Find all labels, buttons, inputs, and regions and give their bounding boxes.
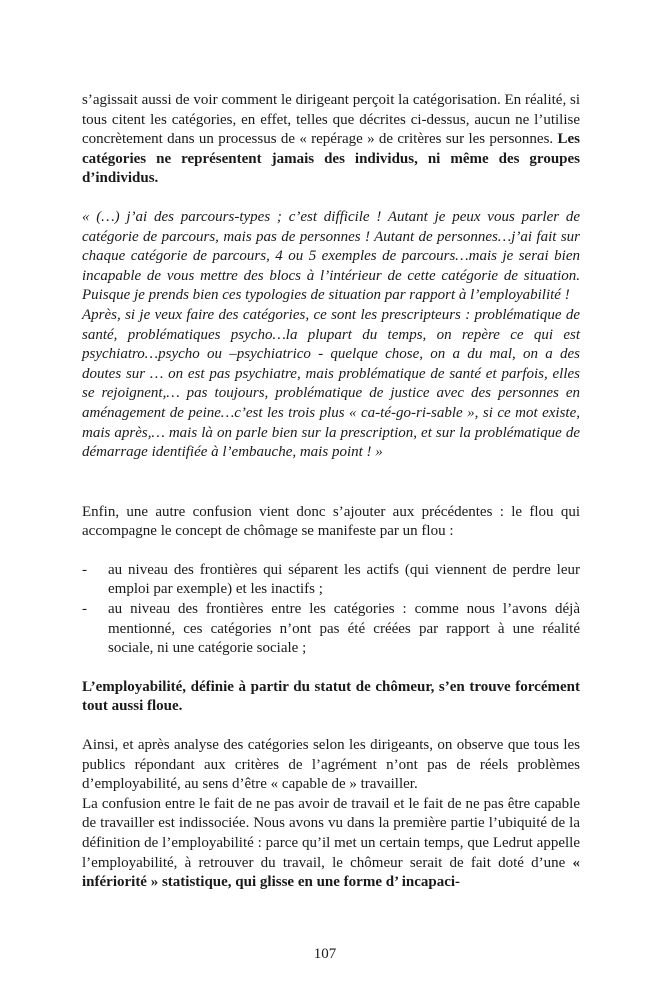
interview-quote-part-1: « (…) j’ai des parcours-types ; c’est difficile ! Autant je peux vous parler de catégorie de parcours, mais pas de personnes ! Autant de personnes…j’ai fait sur chaque catégorie de parcours, 4 ou 5 exemples de parcours…mais je serai bien incapable de vous mettre des blocs à l’intérieur de cette catégorie de situation. Puisque je prends bien ces typologies de situation par rapport à l’employabilité ! bbox=[82, 208, 580, 304]
bold-statement: L’employabilité, définie à partir du statut de chômeur, s’en trouve forcément tout aussi floue. bbox=[82, 678, 580, 715]
list-dash: - bbox=[82, 561, 87, 578]
interview-quote-part-2: Après, si je veux faire des catégories, ce sont les prescripteurs : problématique de santé, problématiques psycho…la plupart du temps, on repère ce qui est psychiatro…psycho ou –psychiatrico - quelque chose, on a du mal, on a des doutes sur … on est pas psychiatre, mais problématique de santé et parfois, elles se rejoignent,… pas toujours, problématique de justice avec des personnes en aménagement de peine…c’est les trois plus « ca-té-go-ri-sable », si ce mot existe, mais après,… mais là on parle bien sur la prescription, et sur la problématique de démarrage identifiée à l’embauche, mais point ! » bbox=[82, 306, 580, 461]
paragraph-analysis: Ainsi, et après analyse des catégories selon les dirigeants, on observe que tous les publics répondant aux critères de l’agrément n’ont pas de réels problèmes d’employabilité, au sens d’être « capable de » travailler. bbox=[82, 737, 580, 793]
bold-conclusion: Les catégories ne représentent jamais des individus, ni même des groupes d’individus. bbox=[82, 131, 580, 187]
paragraph-confusion: Enfin, une autre confusion vient donc s’ajouter aux précédentes : le flou qui accompagne le concept de chômage se manifeste par un flou : bbox=[82, 503, 580, 540]
paragraph-text: s’agissait aussi de voir comment le dirigeant perçoit la catégorisation. En réalité, si tous citent les catégories, en effet, telles que décrites ci-dessus, aucun ne l’utilise concrètement dans un processus de « repérage » de critères sur les personnes. bbox=[82, 92, 580, 148]
bold-inferiority: « infériorité » statistique, qui glisse en une forme d’ incapaci- bbox=[82, 854, 580, 891]
paragraph-ledrut bbox=[82, 795, 580, 893]
paragraph-categorisation bbox=[82, 91, 580, 189]
list-item bbox=[82, 600, 580, 659]
list-item-text: au niveau des frontières qui séparent les actifs (qui viennent de perdre leur emploi par exemple) et les inactifs ; bbox=[108, 561, 580, 598]
list-dash: - bbox=[82, 601, 87, 618]
page-body bbox=[82, 91, 580, 893]
paragraph-text: La confusion entre le fait de ne pas avoir de travail et le fait de ne pas être capable de travailler est indissociée. Nous avons vu dans la première partie l’ubiquité de la définition de l’employabilité : parce qu’il met un certain temps, que Ledrut appelle l’employabilité, à retrouver du travail, le chômeur serait de fait doté d’une bbox=[82, 795, 580, 871]
page-number: 107 bbox=[313, 946, 337, 962]
list-item bbox=[82, 561, 580, 600]
list-item-text: au niveau des frontières entre les catégories : comme nous l’avons déjà mentionné, ces catégories n’ont pas été créées par rapport à une réalité sociale, ni une catégorie sociale ; bbox=[108, 601, 580, 657]
dash-list bbox=[82, 561, 580, 659]
